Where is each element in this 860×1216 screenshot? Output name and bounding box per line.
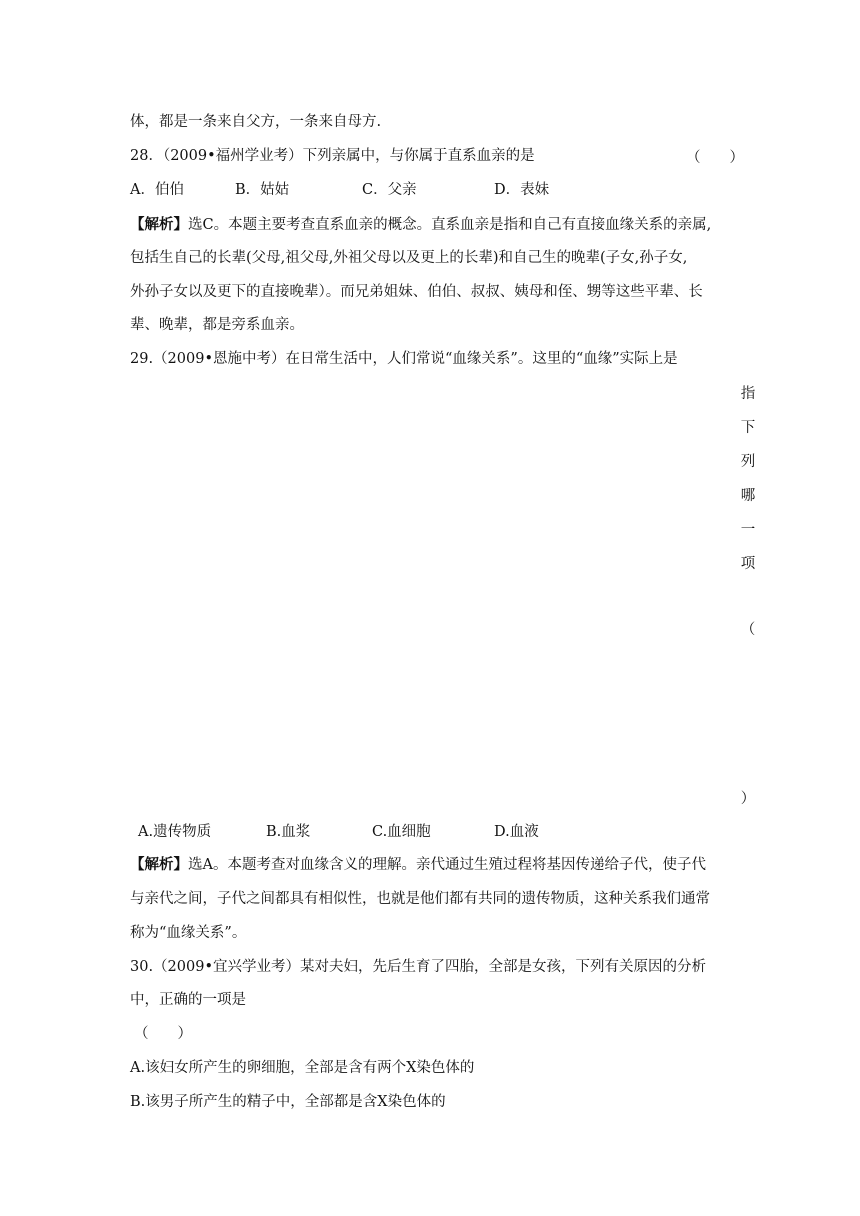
q30-option-a: A.该妇女所产生的卵细胞，全部是含有两个X染色体的	[130, 1060, 475, 1076]
q29-vertical-char: 下	[740, 420, 756, 436]
q30-stem-line-2: 中，正确的一项是	[130, 992, 246, 1008]
q29-vertical-char: 列	[740, 454, 756, 470]
q28-option-c: C．父亲	[362, 182, 417, 198]
intro-line: 体，都是一条来自父方，一条来自母方.	[130, 114, 382, 130]
q29-option-c: C.血细胞	[372, 824, 431, 840]
q28-answer-paren: （ ）	[686, 150, 744, 166]
q28-option-d: D．表妹	[494, 182, 550, 198]
q29-paren-open: （	[740, 622, 756, 638]
q29-vertical-char: 指	[740, 386, 756, 402]
q28-analysis-line-2: 包括生自己的长辈(父母,祖父母,外祖父母以及更上的长辈)和自己生的晚辈(子女,孙子女,	[130, 250, 688, 266]
q28-option-b: B．姑姑	[235, 182, 290, 198]
q28-option-a: A．伯伯	[130, 182, 184, 198]
q30-stem-line-1: 30.（2009•宜兴学业考）某对夫妇，先后生育了四胎，全部是女孩，下列有关原因的分析	[130, 959, 707, 975]
q29-analysis-label: 【解析】	[130, 856, 188, 873]
q29-vertical-char: 哪	[740, 488, 756, 504]
q28-analysis-line-3: 外孙子女以及更下的直接晚辈）。而兄弟姐妹、伯伯、叔叔、姨母和侄、甥等这些平辈、长	[130, 284, 703, 300]
q28-analysis-line-4: 辈、晚辈，都是旁系血亲。	[130, 317, 304, 333]
q29-vertical-char: 一	[740, 522, 756, 538]
q28-stem: 28．（2009•福州学业考）下列亲属中，与你属于直系血亲的是	[130, 148, 535, 164]
q29-vertical-char: 项	[740, 556, 756, 572]
q29-option-a: A.遗传物质	[138, 824, 212, 840]
q29-analysis-line-3: 称为“血缘关系”。	[130, 925, 247, 941]
q28-analysis-line-1: 【解析】选C。本题主要考查直系血亲的概念。直系血亲是指和自己有直接血缘关系的亲属,	[130, 216, 712, 233]
q29-stem: 29.（2009•恩施中考）在日常生活中，人们常说“血缘关系”。这里的“血缘”实际上是	[130, 351, 678, 367]
q29-analysis-line-1: 【解析】选A。本题考查对血缘含义的理解。亲代通过生殖过程将基因传递给子代，使子代	[130, 856, 706, 873]
q29-paren-close: ）	[740, 791, 756, 807]
q28-analysis-label: 【解析】	[130, 216, 188, 233]
q29-option-b: B.血浆	[266, 824, 311, 840]
q29-analysis-line-2: 与亲代之间，子代之间都具有相似性，也就是他们都有共同的遗传物质，这种关系我们通常	[130, 891, 710, 907]
q29-option-d: D.血液	[494, 824, 539, 840]
q30-option-b: B.该男子所产生的精子中，全部都是含X染色体的	[130, 1094, 446, 1110]
q30-answer-paren: （ ）	[134, 1026, 192, 1042]
